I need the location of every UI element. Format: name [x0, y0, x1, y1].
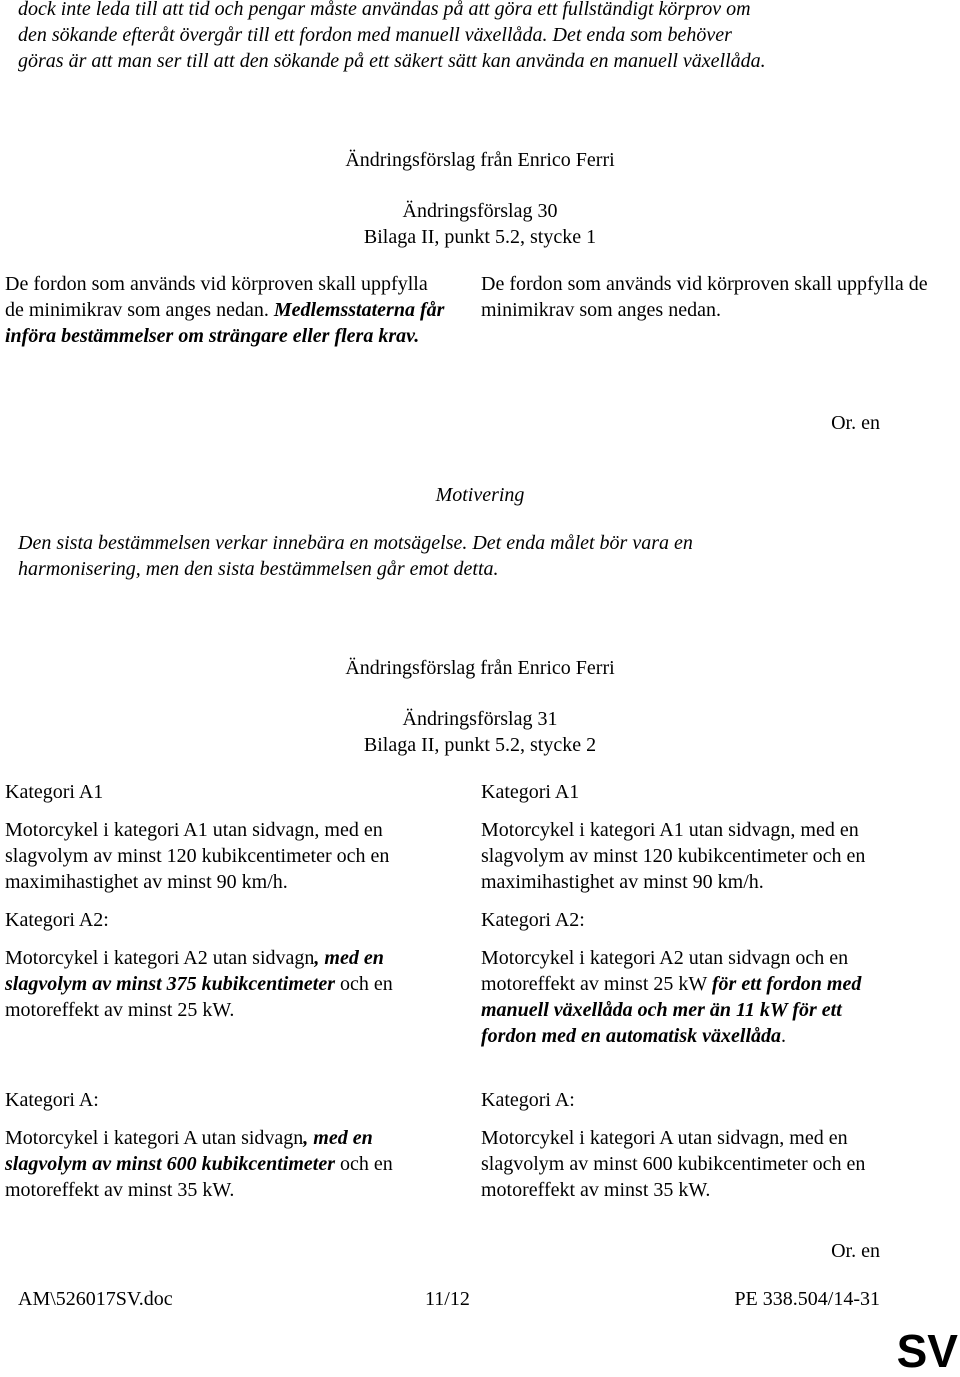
amendment-31-original-a2-deleted: , med en slagvolym av minst 375 kubikcentimeter: [5, 947, 384, 995]
footer-doc-reference: AM\526017SV.doc: [18, 1288, 173, 1310]
amendment-31-amended-a2-added: för ett fordon med manuell växellåda och mer än 11 kW för ett fordon med en automatisk växellåda: [481, 973, 862, 1047]
amendment-31-original-a-deleted: , med en slagvolym av minst 600 kubikcentimeter: [5, 1127, 373, 1175]
amendment-31-original-a1-text: Motorcykel i kategori A1 utan sidvagn, med en slagvolym av minst 120 kubikcentimeter och en maximihastighet av minst 90 km/h.: [5, 819, 390, 893]
amendment-31-original-a2-heading: Kategori A2:: [5, 909, 109, 931]
amendment-30-author: Ändringsförslag från Enrico Ferri: [345, 149, 615, 171]
footer-pe-reference: PE 338.504/14-31: [734, 1288, 880, 1310]
amendment-30-original-plain: De fordon som används vid körproven skall uppfylla de minimikrav som anges nedan.: [5, 273, 428, 321]
amendment-30-number: Ändringsförslag 30: [402, 200, 558, 222]
amendment-31-amended-a2-end: .: [781, 1025, 786, 1047]
amendment-30-amended-plain: De fordon som används vid körproven skall uppfylla de minimikrav som anges nedan.: [481, 273, 928, 321]
intro-paragraph: [18, 0, 948, 74]
amendment-30-reference: Bilaga II, punkt 5.2, stycke 1: [363, 226, 597, 248]
amendment-31-reference: Bilaga II, punkt 5.2, stycke 2: [363, 734, 597, 756]
footer-page-number: 11/12: [425, 1288, 470, 1310]
amendment-31-original-a-text: [5, 1125, 425, 1203]
amendment-31-amended-a-text: Motorcykel i kategori A utan sidvagn, med en slagvolym av minst 600 kubikcentimeter och en motoreffekt av minst 35 kW.: [481, 1127, 866, 1201]
amendment-31-author: Ändringsförslag från Enrico Ferri: [345, 657, 615, 679]
amendment-31-original-a1-heading: Kategori A1: [5, 781, 104, 803]
amendment-31-original-a2-text: [5, 945, 425, 1023]
amendment-31-original-a-start: Motorcykel i kategori A utan sidvagn: [5, 1127, 304, 1149]
amendment-31-original-a2-end: och en motoreffekt av minst 25 kW.: [5, 973, 393, 1021]
amendment-30-original-text: [5, 271, 445, 349]
amendment-31-original-a-heading: Kategori A:: [5, 1089, 99, 1111]
amendment-31-amended-a1-text: Motorcykel i kategori A1 utan sidvagn, med en slagvolym av minst 120 kubikcentimeter och en maximihastighet av minst 90 km/h.: [481, 819, 866, 893]
amendment-31-amended-a-heading: Kategori A:: [481, 1089, 575, 1111]
amendment-30-language: Or. en: [831, 412, 880, 434]
amendment-31-number: Ändringsförslag 31: [402, 708, 558, 730]
amendment-30-amended-text: [481, 271, 941, 323]
intro-line-2: den sökande efteråt övergår till ett fordon med manuell växellåda. Det enda som behöver: [18, 24, 732, 46]
intro-line-1: dock inte leda till att tid och pengar måste användas på att göra ett fullständigt körprov om: [18, 0, 751, 20]
justification-heading: Motivering: [435, 484, 525, 506]
language-code-label: SV: [896, 1325, 958, 1377]
amendment-31-language: Or. en: [831, 1240, 880, 1262]
amendment-30-original-deleted: Medlemsstaterna får införa bestämmelser om strängare eller flera krav.: [5, 299, 445, 347]
amendment-31-original-a-end: och en motoreffekt av minst 35 kW.: [5, 1153, 393, 1201]
amendment-31-amended-a2-start: Motorcykel i kategori A2 utan sidvagn och en motoreffekt av minst 25 kW: [481, 947, 849, 995]
amendment-31-amended-a2-text: [481, 945, 901, 1049]
justification-text: Den sista bestämmelsen verkar innebära en motsägelse. Det enda målet bör vara en harmonisering, men den sista bestämmelsen går emot detta.: [18, 532, 693, 580]
amendment-31-amended-a2-heading: Kategori A2:: [481, 909, 585, 931]
amendment-31-amended-a1-heading: Kategori A1: [481, 781, 580, 803]
amendment-31-original-a2-start: Motorcykel i kategori A2 utan sidvagn: [5, 947, 315, 969]
intro-line-3: göras är att man ser till att den sökande på ett säkert sätt kan använda en manuell växellåda.: [18, 50, 766, 72]
